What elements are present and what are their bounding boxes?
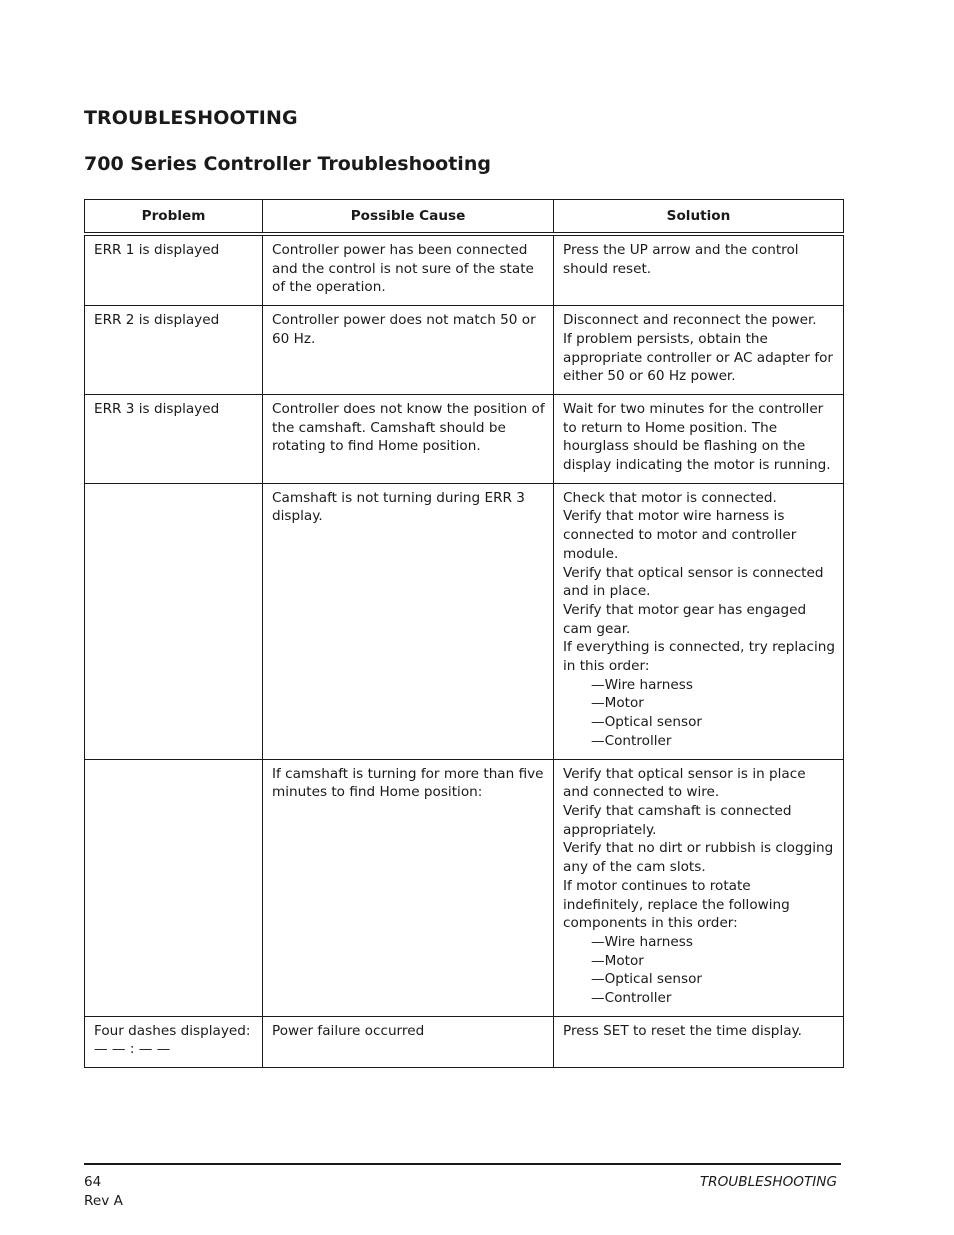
problem-cell bbox=[85, 234, 263, 306]
replacement-list-item: —Controller bbox=[591, 990, 672, 1007]
footer-rule bbox=[84, 1163, 841, 1165]
troubleshooting-table bbox=[84, 199, 844, 1068]
cause-cell bbox=[263, 234, 554, 306]
problem-cell-line: Four dashes displayed: bbox=[94, 1022, 251, 1039]
cause-cell-line: Power failure occurred bbox=[272, 1022, 425, 1039]
solution-cell-line: Verify that motor gear has engaged cam gear. bbox=[563, 601, 807, 637]
solution-cell bbox=[554, 483, 844, 759]
solution-cell-line: Verify that no dirt or rubbish is clogging any of the cam slots. bbox=[563, 840, 834, 876]
table-row bbox=[85, 1016, 844, 1067]
problem-cell-line: ERR 3 is displayed bbox=[94, 400, 220, 417]
problem-cell bbox=[85, 394, 263, 483]
solution-cell-line: If everything is connected, try replacing in this order: bbox=[563, 639, 835, 675]
problem-cell bbox=[85, 759, 263, 1016]
cause-cell bbox=[263, 759, 554, 1016]
problem-cell bbox=[85, 1016, 263, 1067]
replacement-list-item: —Motor bbox=[591, 695, 644, 712]
solution-cell-line: Check that motor is connected. bbox=[563, 489, 777, 506]
cause-cell-line: Controller power does not match 50 or 60 Hz. bbox=[272, 312, 536, 347]
solution-cell-line: Verify that camshaft is connected appropriately. bbox=[563, 802, 792, 838]
problem-cell-line: ERR 1 is displayed bbox=[94, 242, 220, 258]
solution-cell-line: Disconnect and reconnect the power. bbox=[563, 312, 817, 329]
page-number: 64 bbox=[84, 1174, 102, 1190]
solution-cell-line: Verify that optical sensor is connected and in place. bbox=[563, 564, 824, 600]
header-solution: Solution bbox=[554, 200, 844, 235]
replacement-list-item: —Wire harness bbox=[591, 933, 693, 950]
problem-cell bbox=[85, 306, 263, 395]
cause-cell-line: If camshaft is turning for more than five minutes to find Home position: bbox=[272, 765, 544, 801]
table-row bbox=[85, 234, 844, 306]
solution-cell-line: If problem persists, obtain the appropriate controller or AC adapter for either 50 or 60 Hz power. bbox=[563, 330, 834, 385]
cause-cell-line: Controller power has been connected and the control is not sure of the state of the operation. bbox=[272, 242, 534, 296]
table-row bbox=[85, 306, 844, 395]
solution-cell-line: Verify that optical sensor is in place and connected to wire. bbox=[563, 765, 806, 801]
solution-cell-line: Press SET to reset the time display. bbox=[563, 1022, 802, 1039]
cause-cell-line: Camshaft is not turning during ERR 3 display. bbox=[272, 489, 525, 525]
solution-cell bbox=[554, 759, 844, 1016]
solution-cell-line: Wait for two minutes for the controller to return to Home position. The hourglass should be flashing on the display indicating the motor is running. bbox=[563, 400, 831, 474]
solution-cell bbox=[554, 394, 844, 483]
cause-cell bbox=[263, 1016, 554, 1067]
footer-section-title: TROUBLESHOOTING bbox=[699, 1174, 837, 1190]
replacement-list-item: —Controller bbox=[591, 732, 672, 749]
solution-cell-line: Press the UP arrow and the control should reset. bbox=[563, 242, 799, 277]
replacement-list-item: —Motor bbox=[591, 952, 644, 969]
cause-cell bbox=[263, 483, 554, 759]
table-header-row bbox=[85, 200, 844, 235]
replacement-list-item: —Optical sensor bbox=[591, 714, 702, 731]
replacement-list-item: —Optical sensor bbox=[591, 971, 702, 988]
cause-cell-line: Controller does not know the position of the camshaft. Camshaft should be rotating to find Home position. bbox=[272, 400, 545, 455]
problem-cell bbox=[85, 483, 263, 759]
cause-cell bbox=[263, 394, 554, 483]
solution-cell bbox=[554, 306, 844, 395]
table-row bbox=[85, 483, 844, 759]
solution-cell-line: If motor continues to rotate indefinitely, replace the following components in this order: bbox=[563, 877, 790, 932]
header-problem: Problem bbox=[85, 200, 263, 235]
table-body bbox=[85, 234, 844, 1068]
solution-cell bbox=[554, 1016, 844, 1067]
table-row bbox=[85, 759, 844, 1016]
revision-label: Rev A bbox=[84, 1193, 123, 1209]
cause-cell bbox=[263, 306, 554, 395]
problem-cell-line: — — : — — bbox=[94, 1041, 171, 1058]
problem-cell-line: ERR 2 is displayed bbox=[94, 312, 220, 329]
section-heading: TROUBLESHOOTING bbox=[84, 107, 298, 129]
solution-cell-line: Verify that motor wire harness is connected to motor and controller module. bbox=[563, 508, 797, 562]
table-row bbox=[85, 394, 844, 483]
page-title: 700 Series Controller Troubleshooting bbox=[84, 153, 491, 175]
solution-cell bbox=[554, 234, 844, 306]
replacement-list-item: —Wire harness bbox=[591, 676, 693, 693]
header-possible-cause: Possible Cause bbox=[263, 200, 554, 235]
